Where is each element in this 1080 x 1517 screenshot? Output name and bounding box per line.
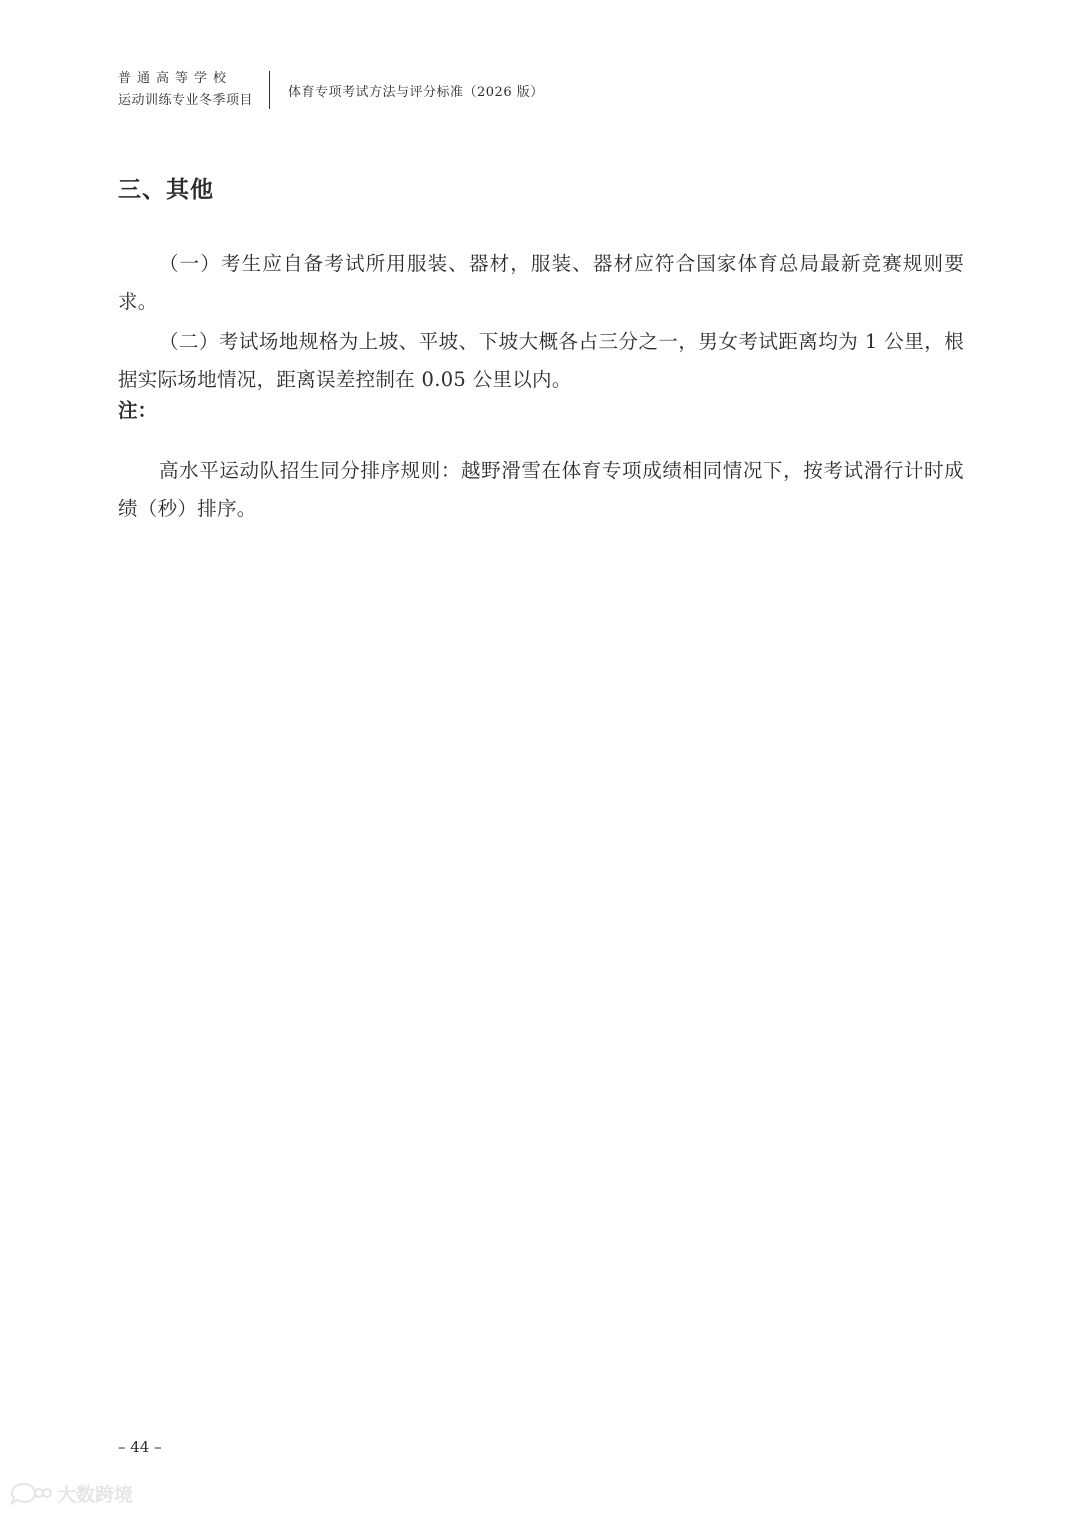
- paragraph-equipment: （一）考生应自备考试所用服装、器材，服装、器材应符合国家体育总局最新竞赛规则要求。: [118, 251, 964, 313]
- header-school-line: 普通高等学校: [118, 71, 233, 86]
- note-text: 高水平运动队招生同分排序规则：越野滑雪在体育专项成绩相同情况下，按考试滑行计时成绩（秒）排序。: [118, 458, 964, 520]
- header-divider: [269, 71, 270, 109]
- watermark: [8, 1480, 133, 1507]
- note-label: 注：: [118, 399, 158, 422]
- header-program-line: 运动训练专业冬季项目: [118, 93, 254, 108]
- watermark-text: 大数跨境: [57, 1484, 134, 1506]
- header-document-title: 体育专项考试方法与评分标准（2026 版）: [288, 84, 544, 100]
- chat-bubble-logo-icon: [8, 1481, 52, 1507]
- paragraph-venue: （二）考试场地规格为上坡、平坡、下坡大概各占三分之一，男女考试距离均为 1 公里，根据实际场地情况，距离误差控制在 0.05 公里以内。: [118, 329, 964, 391]
- section-title: 三、其他: [118, 176, 214, 203]
- page-number: – 44 –: [118, 1438, 162, 1456]
- header-left: [118, 70, 253, 110]
- page-header: [118, 70, 544, 110]
